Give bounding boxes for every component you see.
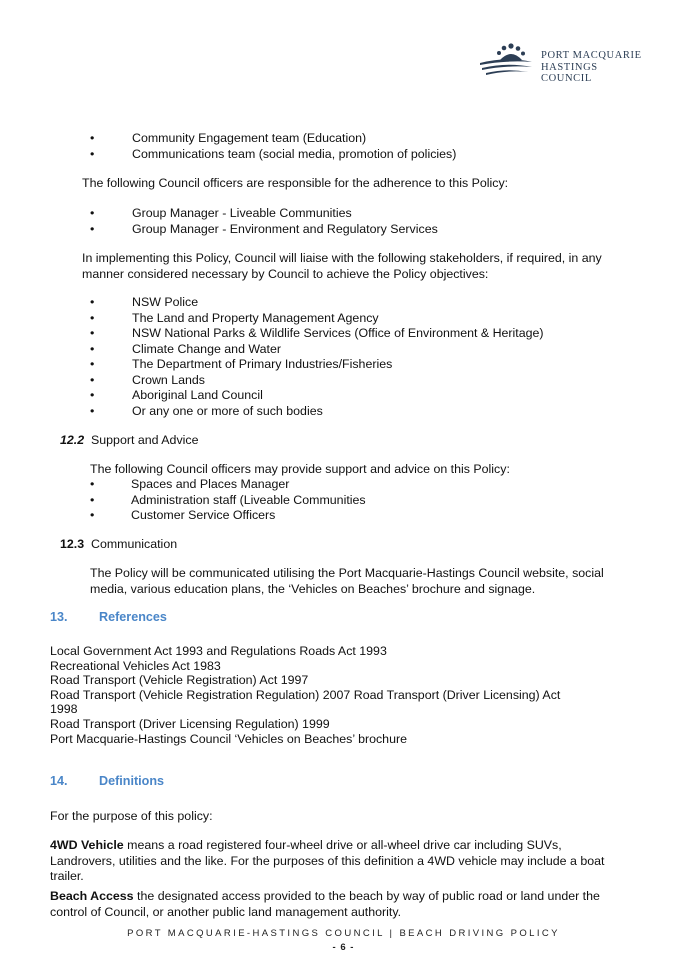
reference-item: Recreational Vehicles Act 1983 — [50, 658, 221, 673]
paragraph-stakeholders: In implementing this Policy, Council will liaise with the following stakeholders, if required, in any manner considered necessary by Council to achieve the Policy objectives: — [82, 251, 602, 281]
reference-item: Road Transport (Vehicle Registration) Act 1997 — [50, 673, 309, 688]
section-heading-definitions: 14. Definitions — [50, 774, 165, 788]
subsection-heading-12-2: 12.2 Support and Advice — [60, 433, 199, 447]
references-list — [50, 644, 620, 746]
definition-4wd-vehicle: 4WD Vehicle means a road registered four-wheel drive or all-wheel drive car including SUVs, Landrovers, utilities and the like. For the purposes of this definition a 4WD vehicle may include a boat trailer. — [50, 838, 605, 883]
section-heading-references: 13. References — [50, 610, 167, 624]
definition-term: 4WD Vehicle — [50, 838, 124, 852]
reference-item: Local Government Act 1993 and Regulations Roads Act 1993 — [50, 644, 387, 658]
reference-item: Road Transport (Driver Licensing Regulation) 1999 — [50, 716, 330, 731]
paragraph-support: The following Council officers may provide support and advice on this Policy: — [90, 462, 510, 476]
council-logo-text: PORT MACQUARIE HASTINGS COUNCIL — [541, 50, 642, 84]
council-wave-sun-icon — [478, 40, 536, 76]
definition-beach-access: Beach Access the designated access provided to the beach by way of public road or land under the control of Council, or another public land management authority. — [50, 889, 600, 919]
page-number: - 6 - — [332, 942, 355, 953]
definition-term: Beach Access — [50, 889, 134, 903]
reference-item: Port Macquarie-Hastings Council ‘Vehicles on Beaches’ brochure — [50, 731, 407, 746]
paragraph-communication: The Policy will be communicated utilising the Port Macquarie-Hastings Council website, social media, various education plans, the ‘Vehicles on Beaches’ brochure and signage. — [90, 566, 604, 596]
reference-item: Road Transport (Vehicle Registration Regulation) 2007 Road Transport (Driver Licensing) Act 1998 — [50, 687, 561, 717]
footer-title: PORT MACQUARIE-HASTINGS COUNCIL | BEACH DRIVING POLICY — [127, 928, 560, 939]
paragraph-officers: The following Council officers are responsible for the adherence to this Policy: — [82, 176, 509, 190]
definitions-intro: For the purpose of this policy: — [50, 809, 213, 823]
subsection-heading-12-3: 12.3 Communication — [60, 537, 178, 551]
council-logo — [478, 40, 648, 84]
